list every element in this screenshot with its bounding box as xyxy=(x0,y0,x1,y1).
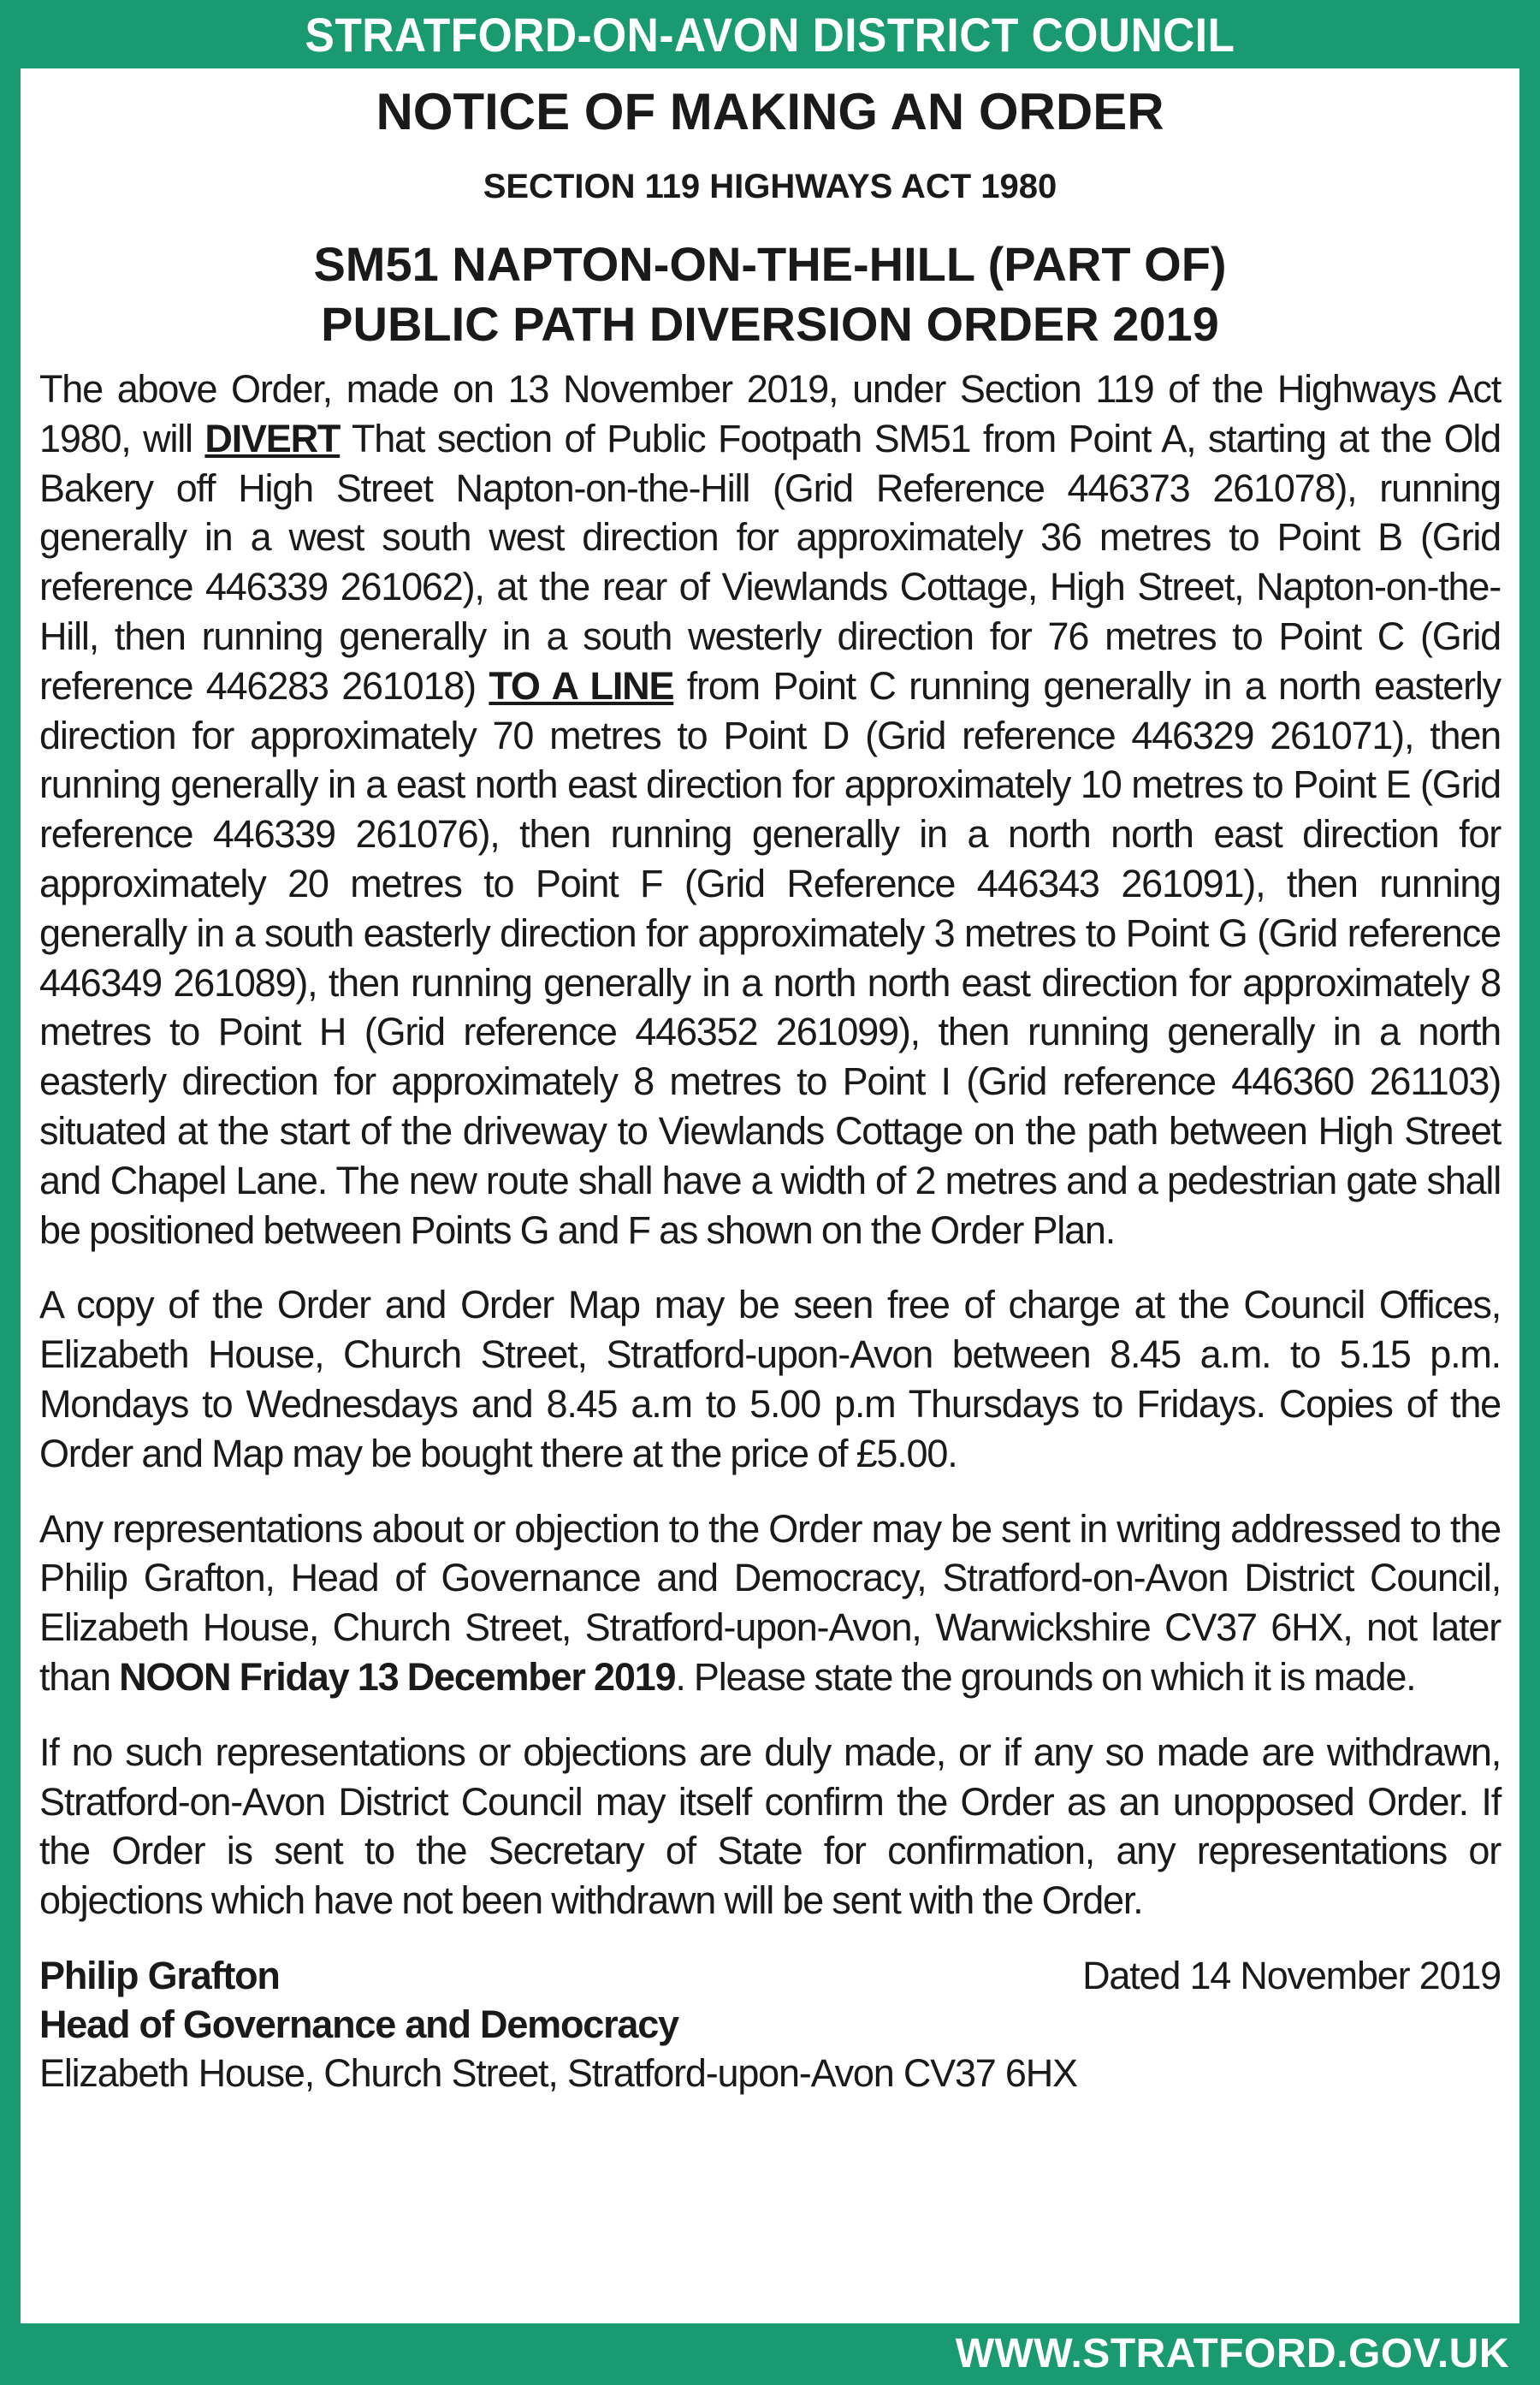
signature-block xyxy=(39,1951,1501,2097)
signature-row xyxy=(39,1951,1501,2000)
date-line: Dated 14 November 2019 xyxy=(1082,1953,1501,1997)
line-text: from Point C running generally in a north easterly direction for approximately 70 metres to Point D (Grid reference 446329 261071), then running generally in a east north east direction for approximately 10 metres to Point E (Grid reference 446339 261076), then running generally in a north north east direction for approximately 20 metres to Point F (Grid Reference 446343 261091), then running generally in a south easterly direction for approximately 3 metres to Point G (Grid reference 446349 261089), then running generally in a north north east direction for approximately 8 metres to Point H (Grid reference 446352 261099), then running generally in a north easterly direction for approximately 8 metres to Point I (Grid reference 446360 261103) situated at the start of the driveway to Viewlands Cottage on the path between High Street and Chapel Lane. The new route shall have a width of 2 metres and a pedestrian gate shall be positioned between Points G and F as shown on the Order Plan. xyxy=(39,663,1501,1252)
confirmation-paragraph: If no such representations or objections are duly made, or if any so made are withdrawn, Stratford-on-Avon District Council may itself confirm the Order as an unopposed Order. If the Order is sent to the Secretary of State for confirmation, any representations or objections which have not been withdrawn will be sent with the Order. xyxy=(39,1729,1501,1923)
signatory-role: Head of Governance and Democracy xyxy=(39,2002,678,2046)
order-title-line1: SM51 NAPTON-ON-THE-HILL (PART OF) xyxy=(313,237,1227,291)
representations-paragraph xyxy=(39,1504,1501,1702)
representations-text: Any representations about or objection to the Order may be sent in writing addressed to the Philip Grafton, Head of Governance and Democracy, Stratford-on-Avon District Council, Elizabeth House, Church Street, Stratford-upon-Avon, Warwickshire CV37 6HX, not later than xyxy=(39,1506,1501,1699)
signatory-name: Philip Grafton xyxy=(39,1953,280,1997)
representations-text-end: . Please state the grounds on which it is made. xyxy=(675,1654,1416,1699)
order-title xyxy=(39,234,1501,354)
council-banner: STRATFORD-ON-AVON DISTRICT COUNCIL xyxy=(305,7,1235,62)
divert-text: That section of Public Footpath SM51 from Point A, starting at the Old Bakery off High Street Napton-on-the-Hill (Grid Reference 446373 261078), running generally in a west south west direction for approximately 36 metres to Point B (Grid reference 446339 261062), at the rear of Viewlands Cottage, High Street, Napton-on-the-Hill, then running generally in a south westerly direction for 76 metres to Point C (Grid reference 446283 261018) xyxy=(39,416,1502,708)
signatory-address: Elizabeth House, Church Street, Stratford-upon-Avon CV37 6HX xyxy=(39,2050,1077,2095)
inspection-paragraph: A copy of the Order and Order Map may be seen free of charge at the Council Offices, Elizabeth House, Church Street, Stratford-upon-Avon between 8.45 a.m. to 5.15 p.m. Mondays to Wednesdays and 8.45 a.m to 5.00 p.m Thursdays to Fridays. Copies of the Order and Map may be bought there at the price of £5.00. xyxy=(39,1283,1501,1475)
order-intro: The above Order, made on 13 November 2019, under Section 119 of the Highways Act 1980, will xyxy=(39,367,1501,460)
notice-panel xyxy=(21,68,1519,2323)
notice-title: NOTICE OF MAKING AN ORDER xyxy=(376,83,1164,140)
website-link[interactable]: WWW.STRATFORD.GOV.UK xyxy=(955,2330,1509,2376)
deadline: NOON Friday 13 December 2019 xyxy=(119,1654,676,1699)
to-a-line-label: TO A LINE xyxy=(489,663,674,708)
order-description-paragraph xyxy=(39,365,1501,1255)
order-title-line2: PUBLIC PATH DIVERSION ORDER 2019 xyxy=(321,297,1219,351)
divert-label: DIVERT xyxy=(204,416,341,460)
section-heading: SECTION 119 HIGHWAYS ACT 1980 xyxy=(483,168,1057,205)
